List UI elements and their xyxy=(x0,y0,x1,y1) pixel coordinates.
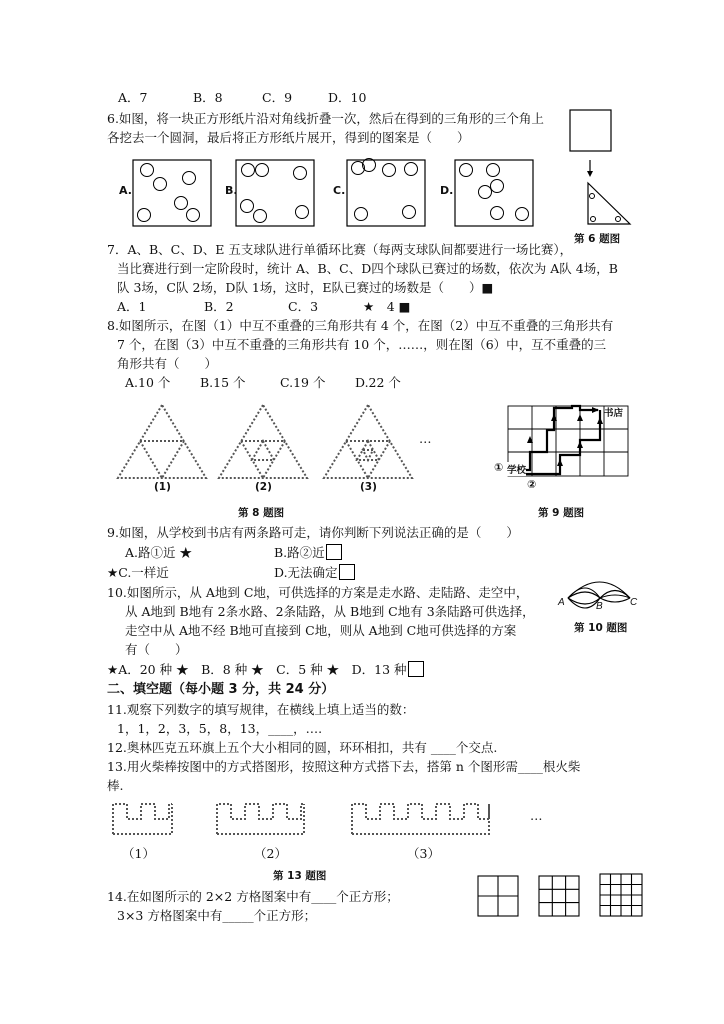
q10-point-a: A xyxy=(558,597,565,608)
q6-label-a: A. xyxy=(119,184,132,197)
q9-route-1-label: ① xyxy=(494,461,504,474)
q6-label-c: C. xyxy=(333,184,346,197)
q9-caption: 第 9 题图 xyxy=(538,507,585,519)
section-2-title: 二、填空题（每小题 3 分，共 24 分） xyxy=(107,682,335,697)
q11-text-2: 1，1，2，3，5，8，13，____，…. xyxy=(117,721,323,736)
q7-text-1: 7．A、B、C、D、E 五支球队进行单循环比赛（每两支球队间都要进行一场比赛）， xyxy=(107,242,573,257)
q13-fig-label-1: （1） xyxy=(122,846,155,861)
q9-text-1: 9.如图，从学校到书店有两条路可走，请你判断下列说法正确的是（ ） xyxy=(107,525,519,540)
q6-label-b: B. xyxy=(225,184,238,197)
q13-ellipsis: … xyxy=(530,808,543,823)
q8-option-a: A.10 个 xyxy=(125,375,171,390)
q7-option-a: A．1 xyxy=(117,299,147,314)
q5-option-d: D．10 xyxy=(328,90,367,105)
q8-text-2: 7 个，在图（3）中互不重叠的三角形共有 10 个，……，则在图（6）中，互不重叠的三 xyxy=(117,337,607,352)
q8-caption: 第 8 题图 xyxy=(238,507,285,519)
q9-bookstore-label: 书店 xyxy=(604,408,624,419)
q5-option-c: C．9 xyxy=(262,90,293,105)
q7-option-c: C．3 xyxy=(288,299,319,314)
q6-label-d: D. xyxy=(440,184,454,197)
q11-text-1: 11.观察下列数字的填写规律，在横线上填上适当的数： xyxy=(107,702,415,717)
q10-text-2: 从 A地到 B地有 2条水路、2条陆路，从 B地到 C地有 3条陆路可供选择， xyxy=(125,604,535,619)
q9-option-a: A.路①近 ★ xyxy=(125,545,192,560)
q9-route-2-label: ② xyxy=(527,478,537,491)
q7-option-d: ★ 4 ■ xyxy=(363,299,411,314)
q13-fig-label-2: （2） xyxy=(254,846,287,861)
q9-option-b: B.路②近 xyxy=(274,545,325,560)
q8-fig-label-1: (1) xyxy=(154,481,171,493)
q10-point-c: C xyxy=(630,597,638,608)
q13-caption: 第 13 题图 xyxy=(273,870,327,882)
q9-school-label: 学校 xyxy=(507,462,526,476)
q14-text-1: 14.在如图所示的 2×2 方格图案中有____个正方形； xyxy=(107,889,399,904)
q10-point-b: B xyxy=(596,601,603,612)
q12-text: 12.奥林匹克五环旗上五个大小相同的圆，环环相扣，共有 ____个交点. xyxy=(107,740,498,755)
q5-option-a: A．7 xyxy=(118,90,148,105)
q8-fig-label-2: (2) xyxy=(255,481,272,493)
q6-caption: 第 6 题图 xyxy=(574,233,621,245)
q6-text-1: 6.如图，将一块正方形纸片沿对角线折叠一次，然后在得到的三角形的三个角上 xyxy=(107,111,544,126)
q9-option-c: ★C.一样近 xyxy=(107,565,169,580)
q13-text-1: 13.用火柴棒按图中的方式搭图形，按照这种方式搭下去，搭第 n 个图形需____根火柴 xyxy=(107,759,581,774)
q7-option-b: B．2 xyxy=(204,299,234,314)
q14-text-2: 3×3 方格图案中有_____个正方形； xyxy=(117,908,317,923)
q10-caption: 第 10 题图 xyxy=(574,622,628,634)
q10-text-1: 10.如图所示，从 A地到 C地，可供选择的方案是走水路、走陆路、走空中， xyxy=(107,585,529,600)
q8-text-1: 8.如图所示，在图（1）中互不重叠的三角形共有 4 个，在图（2）中互不重叠的三角形共有 xyxy=(107,318,614,333)
q8-option-c: C.19 个 xyxy=(280,375,326,390)
q5-option-b: B．8 xyxy=(193,90,223,105)
q8-option-b: B.15 个 xyxy=(200,375,246,390)
q8-ellipsis: … xyxy=(419,431,432,446)
q8-text-3: 角形共有（ ） xyxy=(117,356,218,371)
q9-option-d: D.无法确定 xyxy=(274,565,338,580)
q8-option-d: D.22 个 xyxy=(355,375,401,390)
q13-fig-label-3: （3） xyxy=(407,846,440,861)
q7-text-2: 当比赛进行到一定阶段时，统计 A、B、C、D四个球队已赛过的场数，依次为 A队 4场，B xyxy=(117,261,618,276)
q13-text-2: 棒. xyxy=(107,778,124,793)
q10-text-3: 走空中从 A地不经 B地可直接到 C地，则从 A地到 C地可供选择的方案 xyxy=(125,623,517,638)
q6-text-2: 各挖去一个圆洞，最后将正方形纸片展开，得到的图案是（ ） xyxy=(107,130,470,145)
q8-fig-label-3: (3) xyxy=(360,481,377,493)
q10-text-4: 有（ ） xyxy=(125,642,188,657)
q7-text-3: 队 3场，C队 2场，D队 1场，这时，E队已赛过的场数是（ ）■ xyxy=(117,280,494,295)
q10-options: ★A．20 种 ★ B．8 种 ★ C．5 种 ★ D．13 种 xyxy=(107,662,407,677)
